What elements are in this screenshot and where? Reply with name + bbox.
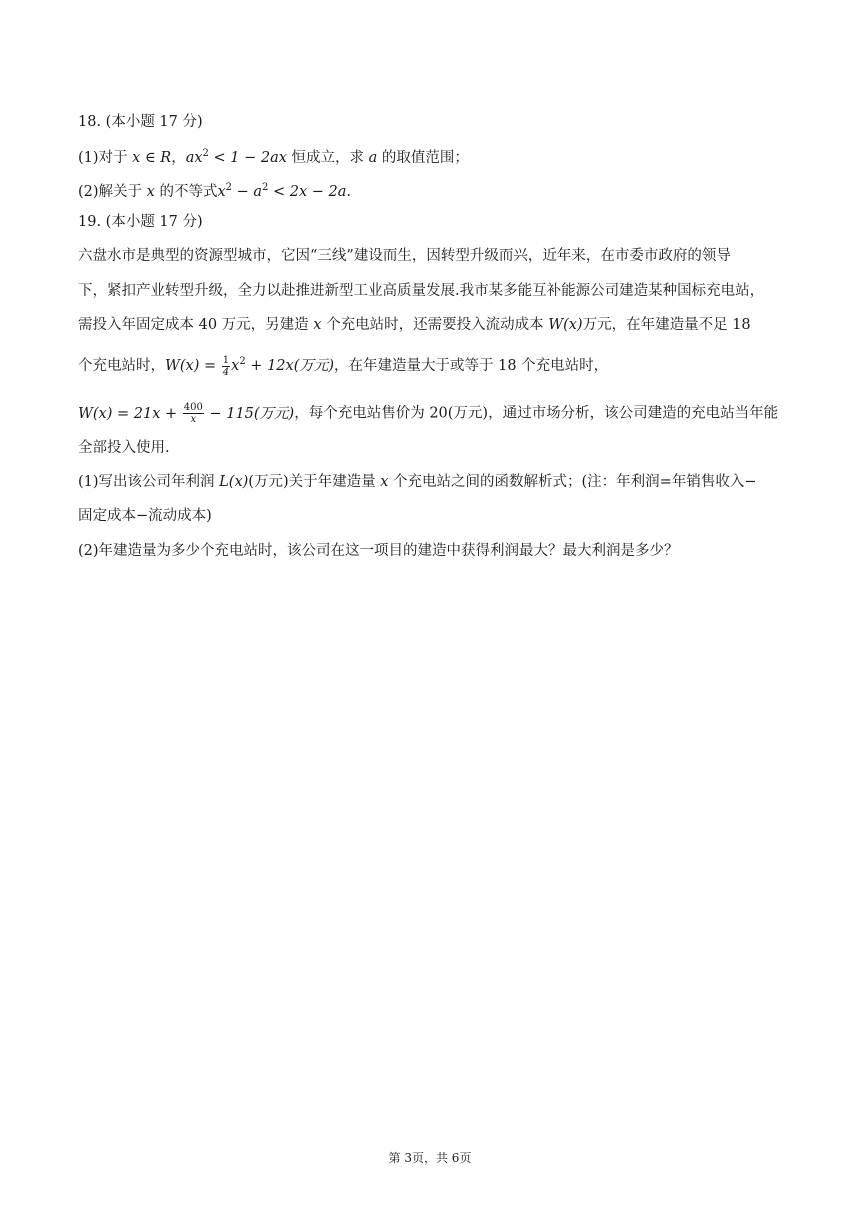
w-formula-large: W(x) = 21x + $\frac{400}{x}$ − 115(万元) [78,402,295,425]
q18-part1: (1)对于 x ∈ R，$ax^2 < 1 - 2ax$ 恒成立，求 a 的取值范围； [78,148,469,166]
q19-part1-continued: 固定成本−流动成本) [78,508,212,524]
q18-part2-inequality: $x^2 - a^2 < 2x - 2a$ [217,182,347,200]
q19-paragraph-line-6: 全部投入使用. [78,440,170,456]
page-number-footer: 第 3页，共 6页 [388,1151,472,1165]
fraction-one-quarter: $\frac{1}{4}$ [222,354,230,378]
q19-paragraph-line-3: 需投入年固定成本 40 万元，另建造 x 个充电站时，还需要投入流动成本 W(x)万元，在年建造量不足 18 [78,317,751,333]
w-formula-small: W(x) = $\frac{1}{4}$ $x^2 + 12x$(万元) [165,354,335,378]
q19-paragraph-line-2: 下，紧扣产业转型升级，全力以赴推进新型工业高质量发展.我市某多能互补能源公司建造某种国标充电站， [78,283,765,299]
q19-paragraph-line-5: W(x) = 21x + $\frac{400}{x}$ − 115(万元)，每个充电站售价为 20(万元)，通过市场分析，该公司建造的充电站当年能 [78,402,779,425]
q19-part1: (1)写出该公司年利润 L(x)(万元)关于年建造量 x 个充电站之间的函数解析式；(注：年利润=年销售收入− [78,474,757,490]
q19-header: 19. (本小题 17 分) [78,214,203,230]
q18-header: 18. (本小题 17 分) [78,114,203,130]
fraction-400-over-x: $\frac{400}{x}$ [183,402,203,425]
q19-paragraph-line-4: 个充电站时，W(x) = $\frac{1}{4}$ $x^2 + 12x$(万元)，在年建造量大于或等于 18 个充电站时， [78,354,609,378]
q18-part1-condition: x ∈ R [132,150,172,166]
q18-part1-inequality: $ax^2 < 1 - 2ax$ [185,148,287,166]
q19-part2: (2)年建造量为多少个充电站时，该公司在这一项目的建造中获得利润最大？最大利润是多少？ [78,543,679,559]
q18-part2: (2)解关于 x 的不等式$x^2 - a^2 < 2x - 2a$. [78,182,352,200]
q19-paragraph-line-1: 六盘水市是典型的资源型城市，它因“三线”建设而生，因转型升级而兴，近年来，在市委市政府的领导 [78,248,731,264]
